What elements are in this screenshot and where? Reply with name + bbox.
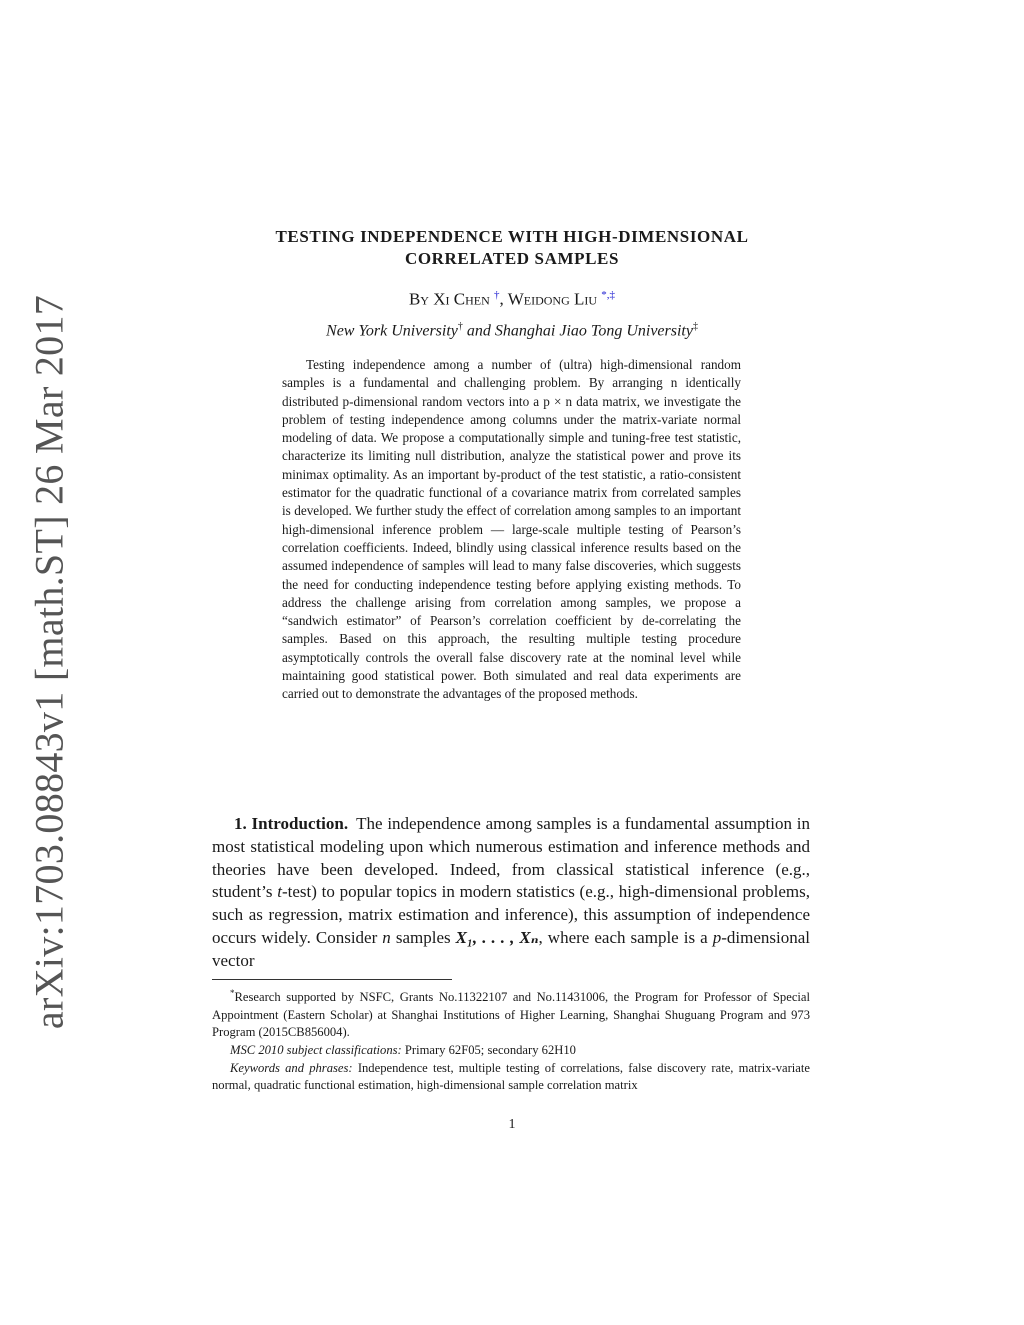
paper-title-line-2: CORRELATED SAMPLES xyxy=(404,249,620,268)
math-p: p xyxy=(712,927,722,947)
math-t: t xyxy=(277,882,282,902)
author-weidong-liu: , Weidong Liu xyxy=(499,289,598,309)
affiliation-nyu: New York University xyxy=(326,322,458,340)
intro-text-d: , where each sample is a xyxy=(538,927,713,947)
author-mark-star-ddagger[interactable]: *,‡ xyxy=(601,289,616,301)
footnote-keywords-label: Keywords and phrases: xyxy=(230,1060,353,1075)
intro-text-a: The independence among samples is a fundamental assumption in most statistical modeling upon which numerous estimation and inference methods and theories have been developed. Indeed, from classical statistical inference (e.g., student’s xyxy=(212,814,811,902)
affiliations xyxy=(200,321,824,340)
arxiv-identifier-stamp: arXiv:1703.08843v1 [math.ST] 26 Mar 2017 xyxy=(26,294,72,1030)
section-heading-introduction: 1. Introduction. xyxy=(234,814,349,833)
footnote-funding-mark: * xyxy=(230,988,235,998)
footnote-divider xyxy=(212,979,452,980)
footnote-funding xyxy=(212,985,810,1042)
affiliation-sjtu: and Shanghai Jiao Tong University xyxy=(462,322,693,340)
footnote-funding-text: Research supported by NSFC, Grants No.11322107 and No.11431006, the Program for Professor of Special Appointment (Eastern Scholar) at Shanghai Institutions of Higher Learning, Shanghai Shuguang Program and 973 Program (2015CB856004). xyxy=(212,990,810,1040)
footnote-keywords xyxy=(212,1060,810,1095)
affiliation-mark-ddagger: ‡ xyxy=(692,321,698,332)
author-list xyxy=(200,289,824,310)
paper-title-line-1: TESTING INDEPENDENCE WITH HIGH-DIMENSIONAL xyxy=(275,227,749,246)
intro-text-c: samples xyxy=(390,927,456,947)
introduction-paragraph xyxy=(212,813,810,973)
math-n: n xyxy=(382,927,391,947)
footnotes xyxy=(212,985,810,1095)
author-mark-dagger[interactable]: † xyxy=(494,289,500,301)
footnote-msc xyxy=(212,1042,810,1060)
paper-title xyxy=(200,226,824,270)
math-samples: X₁, . . . , Xₙ xyxy=(455,927,539,947)
abstract: Testing independence among a number of (ultra) high-dimensional random samples is a fundamental and challenging problem. By arranging n identically distributed p-dimensional random vectors into a p × n data matrix, we investigate the problem of testing independence among columns under the matrix-variate normal modeling of data. We propose a computationally simple and tuning-free test statistic, characterize its limiting null distribution, analyze the statistical power and prove its minimax optimality. As an important by-product of the test statistic, a ratio-consistent estimator for the quadratic functional of a covariance matrix from correlated samples is developed. We further study the effect of correlation among samples to an important high-dimensional inference problem — large-scale multiple testing of Pearson’s correlation coefficients. Indeed, blindly using classical inference results based on the assumed independence of samples will lead to many false discoveries, which suggests the need for conducting independence testing before applying existing methods. To address the challenge arising from correlation among samples, we propose a “sandwich estimator” of Pearson’s correlation coefficient by de-correlating the samples. Based on this approach, the resulting multiple testing procedure asymptotically controls the overall false discovery rate at the nominal level while maintaining good statistical power. Both simulated and real data experiments are carried out to demonstrate the advantages of the proposed methods. xyxy=(282,357,741,702)
affiliation-mark-dagger: † xyxy=(457,321,463,332)
intro-text-b: -test) to popular topics in modern statistics (e.g., high-dimensional problems, such as regression, matrix estimation and inference), this assumption of independence occurs widely. Consider xyxy=(212,882,811,947)
footnote-msc-text: Primary 62F05; secondary 62H10 xyxy=(401,1042,576,1057)
page-number: 1 xyxy=(508,1117,516,1132)
author-xi-chen: By Xi Chen xyxy=(408,289,490,309)
intro-text-e: -dimensional vector xyxy=(212,927,810,970)
footnote-msc-label: MSC 2010 subject classifications: xyxy=(230,1042,402,1057)
footnote-keywords-text: Independence test, multiple testing of correlations, false discovery rate, matrix-variate normal, quadratic functional estimation, high-dimensional sample correlation matrix xyxy=(212,1060,810,1093)
